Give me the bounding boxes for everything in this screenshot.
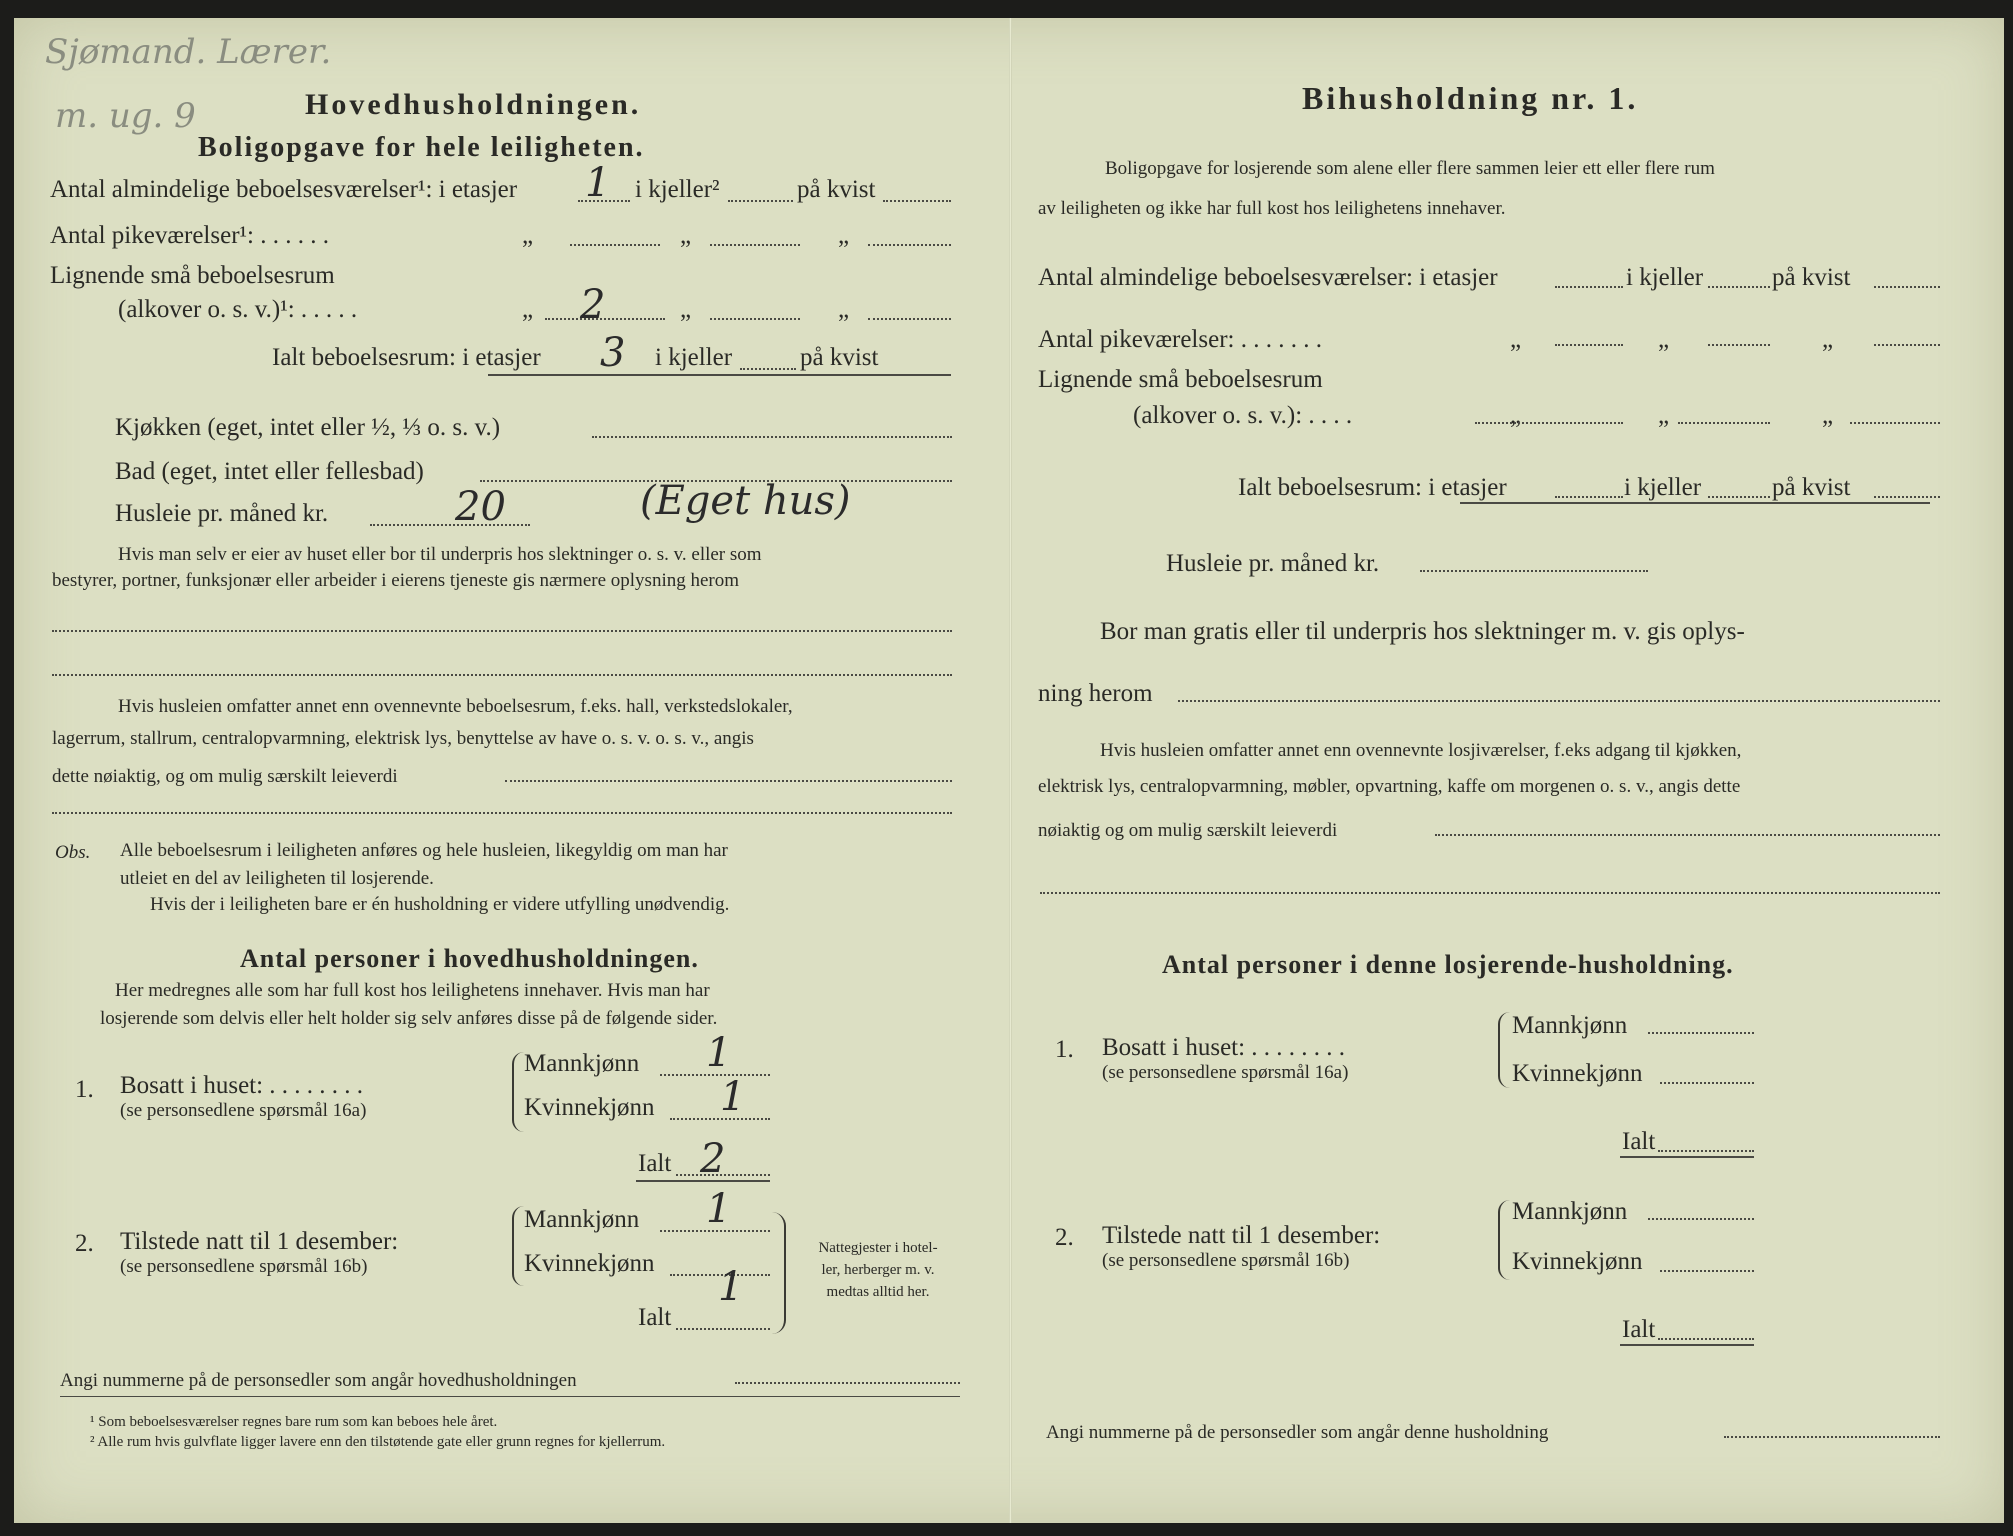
nattegjester-note-3: medtas alltid her. — [826, 1284, 930, 1300]
left-subtitle: Boligopgave for hele leiligheten. — [198, 132, 645, 163]
left-title: Hovedhusholdningen. — [305, 88, 642, 121]
r-q2-kvinne-field[interactable] — [1660, 1270, 1754, 1272]
r-angi-label: Angi nummerne på de personsedler som angår denne husholdning — [1046, 1422, 1549, 1443]
r-q2-ialt-field[interactable] — [1658, 1338, 1754, 1340]
eier-text-2: bestyrer, portner, funksjonær eller arbeider i eierens tjeneste gis nærmere oplysning herom — [52, 570, 740, 591]
kjokken-label: Kjøkken (eget, intet eller ½, ⅓ o. s. v.) — [115, 414, 501, 441]
footnote-1: ¹ Som beboelsesværelser regnes bare rum som kan beboes hele året. — [90, 1414, 498, 1430]
q2-right-brace — [770, 1212, 786, 1334]
page-fold — [1009, 18, 1012, 1523]
nattegjester-note-1: Nattegjester i hotel- — [818, 1240, 938, 1256]
lignende-label-2: (alkover o. s. v.)¹: . . . . . — [118, 296, 358, 323]
ialt-etasjer-value: 3 — [600, 330, 626, 376]
obs-text-2: utleiet en del av leiligheten til losjerende. — [120, 868, 434, 889]
rooms-label: Antal almindelige beboelsesværelser¹: i etasjer — [50, 176, 518, 203]
r-q1-mann-label: Mannkjønn — [1512, 1012, 1628, 1039]
eget-hus-note: (Eget hus) — [640, 478, 851, 524]
obs-text-1: Alle beboelsesrum i leiligheten anføres og hele husleien, likegyldig om man har — [120, 840, 728, 861]
r-rooms-etasjer-field[interactable] — [1555, 286, 1623, 288]
angi-label: Angi nummerne på de personsedler som angår hovedhusholdningen — [60, 1370, 577, 1391]
q2-sublabel: (se personsedlene spørsmål 16b) — [120, 1256, 368, 1277]
r-rooms-kjeller-label: i kjeller — [1626, 264, 1704, 291]
ialt-kjeller-field[interactable] — [740, 368, 796, 370]
q2-kvinne-label: Kvinnekjønn — [524, 1250, 655, 1277]
r-q2-sublabel: (se personsedlene spørsmål 16b) — [1102, 1250, 1350, 1271]
ialt-label: Ialt beboelsesrum: i etasjer — [272, 344, 541, 371]
omfatter-text-1: Hvis husleien omfatter annet enn ovennevnte beboelsesrum, f.eks. hall, verkstedslokaler, — [118, 696, 793, 717]
r-q2-ialt-label: Ialt — [1622, 1316, 1656, 1343]
r-rooms-kvist-label: på kvist — [1772, 264, 1851, 291]
r-ialt-kvist-label: på kvist — [1772, 474, 1851, 501]
q1-mann-value: 1 — [706, 1030, 732, 1076]
r-gratis-text-1: Bor man gratis eller til underpris hos slektninger m. v. gis oplys- — [1100, 618, 1745, 645]
r-ialt-etasjer-field[interactable] — [1555, 496, 1623, 498]
lignende-label-1: Lignende små beboelsesrum — [50, 262, 335, 289]
r-ialt-kjeller-field[interactable] — [1708, 496, 1770, 498]
pike-label: Antal pikeværelser¹: . . . . . . — [50, 222, 329, 249]
q1-kvinne-label: Kvinnekjønn — [524, 1094, 655, 1121]
persons-heading: Antal personer i hovedhusholdningen. — [240, 944, 699, 973]
rooms-kvist-field[interactable] — [883, 200, 951, 202]
r-alkover-kvist-field[interactable] — [1850, 422, 1940, 424]
r-ialt-kjeller-label: i kjeller — [1624, 474, 1702, 501]
r-gratis-field[interactable] — [1178, 700, 1940, 702]
r-q1-ialt-field[interactable] — [1658, 1150, 1754, 1152]
q2-ialt-label: Ialt — [638, 1304, 672, 1331]
r-leieverdi-field[interactable] — [1435, 834, 1940, 836]
r-omfatter-text-1: Hvis husleien omfatter annet enn ovennevnte losjiværelser, f.eks adgang til kjøkken, — [1100, 740, 1742, 761]
r-omfatter-text-3: nøiaktig og om mulig særskilt leieverdi — [1038, 820, 1338, 841]
rooms-kjeller-field[interactable] — [728, 200, 793, 202]
eier-text-1: Hvis man selv er eier av huset eller bor til underpris hos slektninger o. s. v. eller som — [118, 544, 762, 565]
footnote-2: ² Alle rum hvis gulvflate ligger lavere enn den tilstøtende gate eller grunn regnes for kjellerrum. — [90, 1434, 666, 1450]
leieverdi-field[interactable] — [505, 780, 952, 782]
r-q1-ialt-underline — [1620, 1156, 1754, 1158]
q2-ialt-field[interactable] — [676, 1328, 770, 1330]
r-q2-ialt-underline — [1620, 1344, 1754, 1346]
r-ialt-label: Ialt beboelsesrum: i etasjer — [1238, 474, 1507, 501]
obs-text-3: Hvis der i leiligheten bare er én husholdning er videre utfylling unødvendig. — [150, 894, 730, 915]
ialt-kjeller-label: i kjeller — [655, 344, 733, 371]
q1-sublabel: (se personsedlene spørsmål 16a) — [120, 1100, 367, 1121]
r-q1-label: Bosatt i huset: . . . . . . . . — [1102, 1034, 1346, 1061]
r-q2-number: 2. — [1055, 1224, 1074, 1251]
right-intro-2: av leiligheten og ikke har full kost hos leilighetens innehaver. — [1038, 198, 1506, 219]
q2-mann-label: Mannkjønn — [524, 1206, 640, 1233]
r-q2-mann-field[interactable] — [1648, 1218, 1754, 1220]
rooms-etasjer-value: 1 — [585, 160, 611, 206]
right-intro-1: Boligopgave for losjerende som alene eller flere sammen leier ett eller flere rum — [1105, 158, 1715, 179]
r-q1-number: 1. — [1055, 1036, 1074, 1063]
q2-number: 2. — [75, 1230, 94, 1257]
q1-kvinne-value: 1 — [720, 1074, 746, 1120]
r-rooms-kjeller-field[interactable] — [1708, 286, 1770, 288]
r-husleie-field[interactable] — [1420, 570, 1648, 572]
r-ialt-kvist-field[interactable] — [1874, 496, 1940, 498]
q1-ialt-value: 2 — [700, 1136, 726, 1182]
husleie-value: 20 — [455, 484, 506, 530]
r-q1-sublabel: (se personsedlene spørsmål 16a) — [1102, 1062, 1349, 1083]
r-pike-label: Antal pikeværelser: . . . . . . . — [1038, 326, 1322, 353]
r-rooms-kvist-field[interactable] — [1874, 286, 1940, 288]
pike-kjeller-field[interactable] — [710, 244, 800, 246]
r-pike-etasjer-field[interactable] — [1555, 344, 1623, 346]
kjokken-field[interactable] — [592, 436, 952, 438]
q1-mann-label: Mannkjønn — [524, 1050, 640, 1077]
r-q2-brace — [1498, 1200, 1510, 1280]
r-q2-label: Tilstede natt til 1 desember: — [1102, 1222, 1381, 1249]
right-title: Bihusholdning nr. 1. — [1302, 80, 1639, 116]
q2-mann-value: 1 — [706, 1186, 732, 1232]
r-alkover-etasjer-field[interactable] — [1475, 422, 1623, 424]
obs-label: Obs. — [55, 842, 91, 863]
r-alkover-kjeller-field[interactable] — [1678, 422, 1770, 424]
r-persons-heading: Antal personer i denne losjerende-husholdning. — [1162, 950, 1734, 979]
q1-brace — [512, 1052, 524, 1132]
corner-annotation-2: m. ug. 9 — [55, 96, 196, 136]
r-q1-kvinne-label: Kvinnekjønn — [1512, 1060, 1643, 1087]
q1-ialt-label: Ialt — [638, 1150, 672, 1177]
husleie-label: Husleie pr. måned kr. — [115, 500, 329, 527]
r-omfatter-text-2: elektrisk lys, centralopvarmning, møbler, opvartning, kaffe om morgenen o. s. v., angis dette — [1038, 776, 1741, 797]
r-q1-kvinne-field[interactable] — [1660, 1082, 1754, 1084]
r-lignende-label-2: (alkover o. s. v.): . . . . — [1133, 402, 1353, 429]
q2-label: Tilstede natt til 1 desember: — [120, 1228, 399, 1255]
corner-annotation-1: Sjømand. Lærer. — [45, 32, 332, 72]
persons-note-2: losjerende som delvis eller helt holder sig selv anføres disse på de følgende sider. — [100, 1008, 718, 1029]
persons-note-1: Her medregnes alle som har full kost hos leilighetens innehaver. Hvis man har — [115, 980, 710, 1001]
r-lignende-label-1: Lignende små beboelsesrum — [1038, 366, 1323, 393]
nattegjester-note-2: ler, herberger m. v. — [821, 1262, 935, 1278]
husleie-field[interactable] — [370, 524, 530, 526]
r-angi-field[interactable] — [1724, 1436, 1940, 1438]
q2-brace — [512, 1206, 524, 1286]
r-q1-brace — [1498, 1012, 1510, 1088]
r-q1-ialt-label: Ialt — [1622, 1128, 1656, 1155]
r-q2-mann-label: Mannkjønn — [1512, 1198, 1628, 1225]
pike-kvist-field[interactable] — [868, 244, 951, 246]
eier-field-1[interactable] — [52, 630, 952, 632]
rooms-kvist-label: på kvist — [797, 176, 876, 203]
q1-ialt-underline — [636, 1180, 770, 1182]
q1-number: 1. — [75, 1076, 94, 1103]
alkover-kvist-field[interactable] — [868, 318, 951, 320]
r-rooms-label: Antal almindelige beboelsesværelser: i etasjer — [1038, 264, 1498, 291]
angi-underline — [60, 1396, 960, 1397]
r-pike-kjeller-field[interactable] — [1708, 344, 1770, 346]
r-gratis-text-2: ning herom — [1038, 680, 1153, 707]
leieverdi-field-2[interactable] — [52, 812, 952, 814]
omfatter-text-3: dette nøiaktig, og om mulig særskilt leieverdi — [52, 766, 398, 787]
eier-field-2[interactable] — [52, 674, 952, 676]
r-leieverdi-field-2[interactable] — [1040, 892, 1940, 894]
omfatter-text-2: lagerrum, stallrum, centralopvarmning, elektrisk lys, benyttelse av have o. s. v. o. s. v., angis — [52, 728, 754, 749]
pike-etasjer-field[interactable] — [570, 244, 660, 246]
angi-field[interactable] — [735, 1382, 960, 1384]
q1-label: Bosatt i huset: . . . . . . . . — [120, 1072, 364, 1099]
q2-ialt-value: 1 — [718, 1264, 744, 1310]
alkover-kjeller-field[interactable] — [710, 318, 800, 320]
r-q2-kvinne-label: Kvinnekjønn — [1512, 1248, 1643, 1275]
ialt-kvist-label: på kvist — [800, 344, 879, 371]
ialt-underline — [488, 374, 951, 376]
alkover-etasjer-field[interactable] — [545, 318, 665, 320]
r-q1-mann-field[interactable] — [1648, 1032, 1754, 1034]
alkover-etasjer-value: 2 — [580, 282, 606, 328]
r-ialt-underline — [1460, 502, 1930, 504]
rooms-kjeller-label: i kjeller² — [635, 176, 720, 203]
r-pike-kvist-field[interactable] — [1874, 344, 1940, 346]
bad-label: Bad (eget, intet eller fellesbad) — [115, 458, 424, 485]
r-husleie-label: Husleie pr. måned kr. — [1166, 550, 1380, 577]
